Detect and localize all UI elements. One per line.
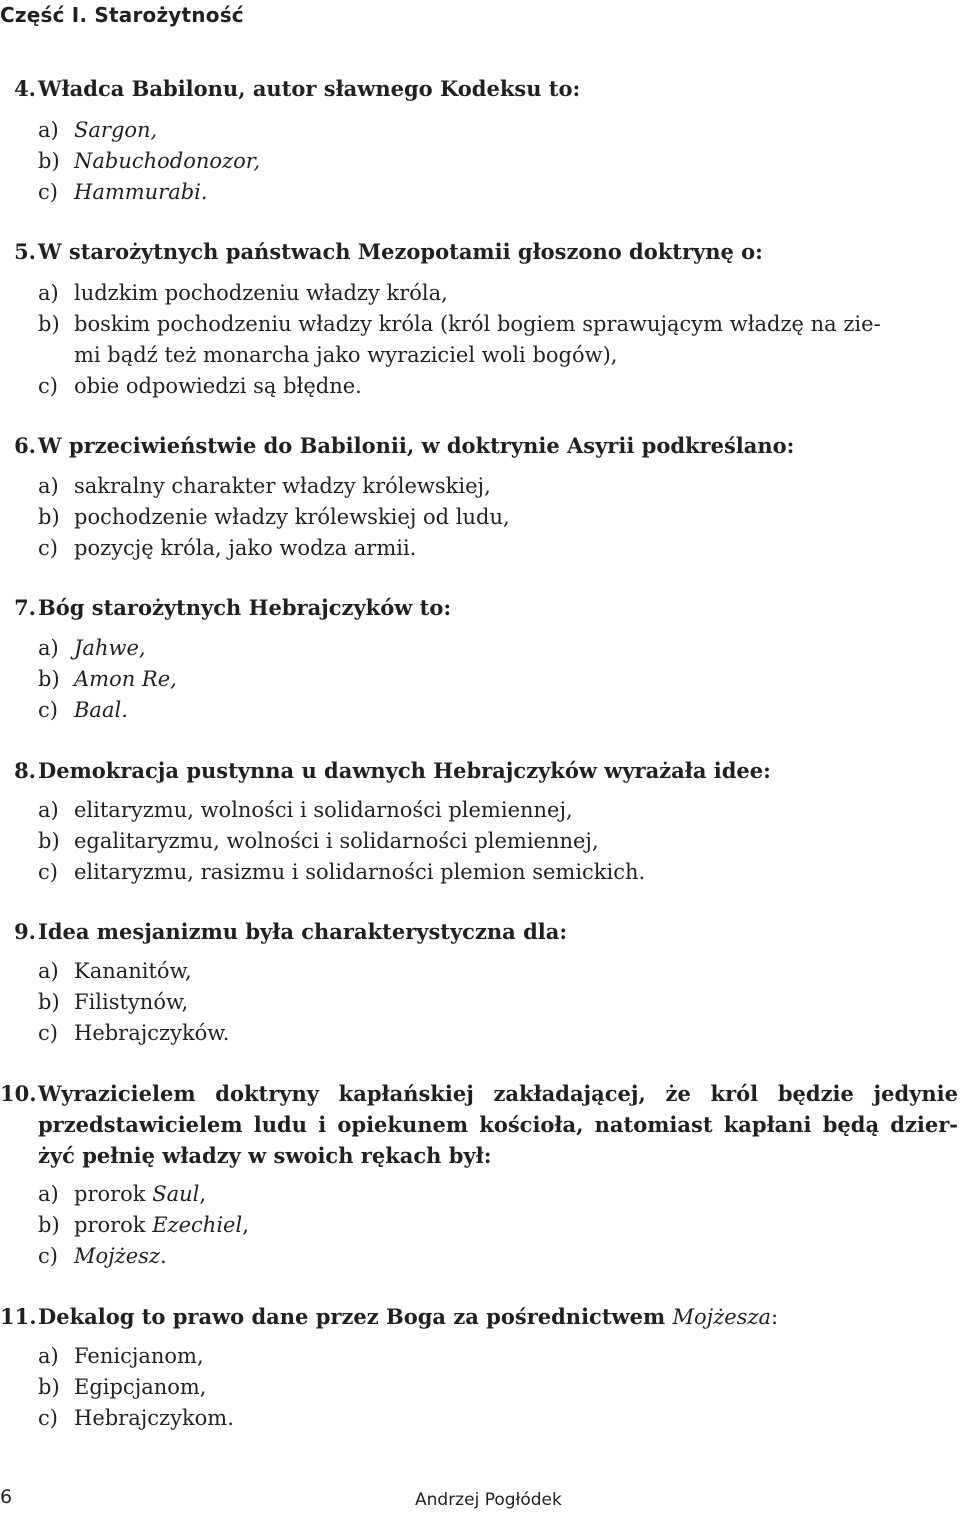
question-text: W przeciwieństwie do Babilonii, w doktrynie Asyrii podkreślano: bbox=[38, 433, 795, 458]
question-number: 5. bbox=[14, 239, 36, 264]
question-number: 7. bbox=[14, 595, 36, 620]
question-text: Dekalog to prawo dane przez Boga za pośrednictwem Mojżesza: bbox=[38, 1304, 779, 1329]
question-text: W starożytnych państwach Mezopotamii głoszono doktrynę o: bbox=[38, 239, 763, 264]
question-number: 4. bbox=[14, 76, 36, 101]
question-number: 9. bbox=[14, 919, 36, 944]
question-number: 8. bbox=[14, 758, 36, 783]
page-header: Część I. Starożytność bbox=[0, 3, 244, 27]
question-text: Idea mesjanizmu była charakterystyczna dla: bbox=[38, 919, 568, 944]
page-number: 6 bbox=[0, 1486, 13, 1508]
question-text: Władca Babilonu, autor sławnego Kodeksu to: bbox=[38, 76, 581, 101]
question-text-line-1: Wyrazicielem doktryny kapłańskiej zakładającej, że król będzie jedynie bbox=[38, 1081, 958, 1106]
question-number: 6. bbox=[14, 433, 36, 458]
question-text-line-3: żyć pełnię władzy w swoich rękach był: bbox=[38, 1143, 492, 1168]
question-number: 11. bbox=[0, 1304, 37, 1329]
question-text-line-2: przedstawicielem ludu i opiekunem kościoła, natomiast kapłani będą dzier- bbox=[38, 1112, 958, 1137]
question-number: 10. bbox=[0, 1081, 37, 1106]
question-text: Demokracja pustynna u dawnych Hebrajczyków wyrażała idee: bbox=[38, 758, 771, 783]
footer-author: Andrzej Pogłódek bbox=[415, 1490, 562, 1510]
question-text: Bóg starożytnych Hebrajczyków to: bbox=[38, 595, 452, 620]
